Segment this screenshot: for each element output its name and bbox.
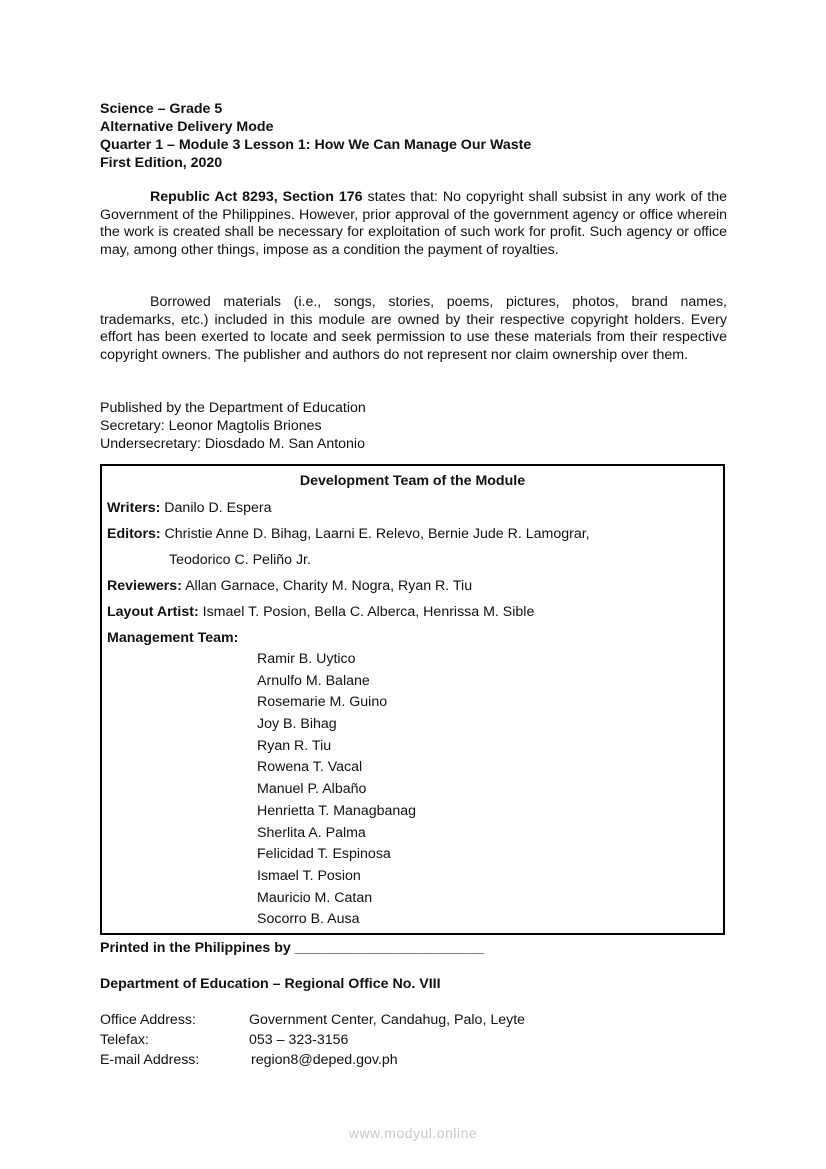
watermark: www.modyul.online (348, 1125, 478, 1141)
management-member: Felicidad T. Espinosa (257, 846, 391, 862)
telefax-value: 053 – 323-3156 (249, 1032, 349, 1048)
undersecretary: Undersecretary: Diosdado M. San Antonio (100, 436, 365, 452)
borrowed-materials-paragraph (100, 294, 727, 364)
writers-value: Danilo D. Espera (160, 500, 272, 516)
email-value: region8@deped.gov.ph (251, 1052, 398, 1068)
management-member: Henrietta T. Managbanag (257, 803, 417, 819)
management-member: Ryan R. Tiu (257, 738, 332, 754)
layout-artist-value: Ismael T. Posion, Bella C. Alberca, Henrissa M. Sible (198, 604, 535, 620)
editors-continuation: Teodorico C. Peliño Jr. (169, 552, 311, 568)
team-box-title: Development Team of the Module (299, 473, 526, 489)
email-label: E-mail Address: (100, 1052, 200, 1068)
layout-artist-label: Layout Artist: (107, 604, 199, 620)
editors-row (107, 526, 590, 542)
regional-office-name: Department of Education – Regional Office No. VIII (100, 976, 441, 992)
management-member: Arnulfo M. Balane (257, 673, 370, 689)
published-by: Published by the Department of Education (100, 400, 366, 416)
reviewers-label: Reviewers: (107, 578, 182, 594)
management-member: Manuel P. Albaño (257, 781, 367, 797)
management-member: Ramir B. Uytico (257, 651, 356, 667)
edition: First Edition, 2020 (100, 155, 223, 171)
management-member: Socorro B. Ausa (257, 911, 360, 927)
writers-row (107, 500, 272, 516)
reviewers-value: Allan Garnace, Charity M. Nogra, Ryan R. Tiu (181, 578, 473, 594)
layout-artist-row (107, 604, 534, 620)
office-address-value: Government Center, Candahug, Palo, Leyte (249, 1012, 526, 1028)
management-member: Sherlita A. Palma (257, 825, 366, 841)
delivery-mode: Alternative Delivery Mode (100, 119, 274, 135)
management-member: Mauricio M. Catan (257, 890, 373, 906)
borrowed-materials-text: Borrowed materials (i.e., songs, stories, poems, pictures, photos, brand names, trademarks, etc.) included in this module are owned by their respective copyright holders. Every effort has been exerted to locate and seek permission to use these materials from their respective copyright owners. The publisher and authors do not represent nor claim ownership over them. (100, 294, 727, 363)
copyright-paragraph (100, 189, 727, 259)
office-address-label: Office Address: (100, 1012, 196, 1028)
management-member: Rosemarie M. Guino (257, 694, 388, 710)
telefax-label: Telefax: (100, 1032, 149, 1048)
copyright-text: states that: No copyright shall subsist in any work of the Government of the Philippines. However, prior approval of the government agency or office wherein the work is created shall be necessary for exploitation of such work for profit. Such agency or office may, among other things, impose as a condition the payment of royalties. (100, 189, 728, 258)
printed-in: Printed in the Philippines by ________________________ (100, 940, 485, 956)
module-title: Quarter 1 – Module 3 Lesson 1: How We Can Manage Our Waste (100, 137, 532, 153)
writers-label: Writers: (107, 500, 161, 516)
editors-label: Editors: (107, 526, 161, 542)
management-member: Ismael T. Posion (257, 868, 361, 884)
development-team-box (100, 464, 725, 935)
management-team-label: Management Team: (107, 630, 239, 646)
module-subject: Science – Grade 5 (100, 101, 223, 117)
secretary: Secretary: Leonor Magtolis Briones (100, 418, 322, 434)
management-member: Joy B. Bihag (257, 716, 337, 732)
copyright-law-reference: Republic Act 8293, Section 176 (150, 189, 363, 205)
management-member: Rowena T. Vacal (257, 759, 363, 775)
reviewers-row (107, 578, 472, 594)
editors-value: Christie Anne D. Bihag, Laarni E. Relevo, Bernie Jude R. Lamograr, (160, 526, 590, 542)
